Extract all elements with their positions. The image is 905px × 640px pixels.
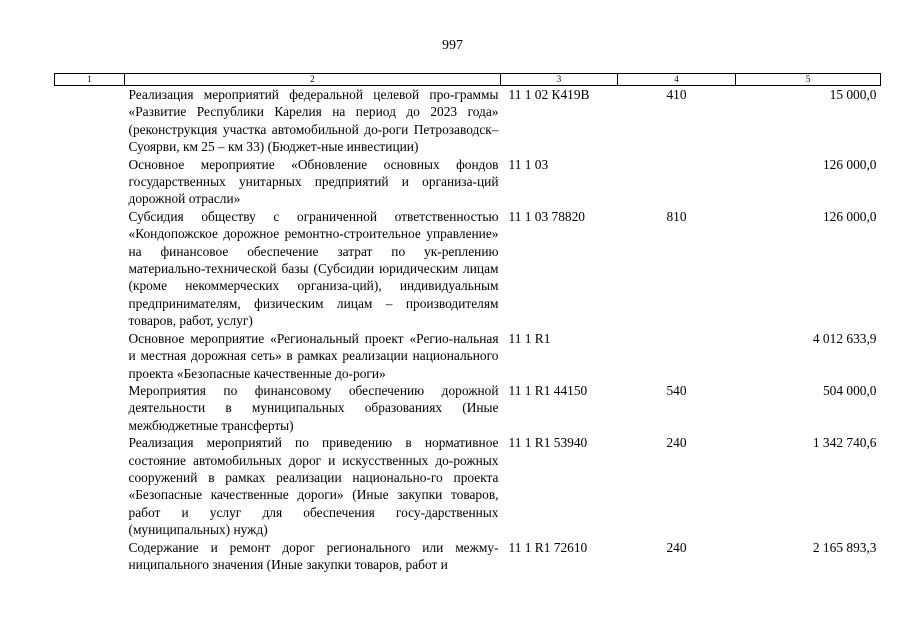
- page-number: 997: [442, 38, 463, 53]
- row-amount: 504 000,0: [822, 382, 877, 398]
- column-header-5: 5: [736, 74, 881, 86]
- row-amount: 1 342 740,6: [812, 435, 877, 451]
- row-code: 11 1 03 78820: [508, 208, 585, 224]
- empty-cell: [55, 208, 125, 330]
- row-amount: 4 012 633,9: [812, 330, 877, 346]
- header-row: [55, 74, 881, 86]
- row-expense-type: 410: [666, 87, 687, 102]
- row-expense-type: 810: [666, 208, 687, 224]
- row-code: 11 1 R1 72610: [508, 539, 588, 555]
- row-amount: 126 000,0: [822, 156, 877, 172]
- row-name: Основное мероприятие «Обновление основных фондов государственных унитарных предприятий и организа-ций дорожной отрасли»: [128, 156, 499, 207]
- row-amount: 2 165 893,3: [812, 539, 877, 555]
- empty-cell: [55, 382, 125, 434]
- empty-cell: [55, 86, 125, 156]
- table-body: [55, 86, 881, 574]
- table-row: [55, 539, 881, 574]
- row-name: Субсидия обществу с ограниченной ответственностью «Кондопожское дорожное ремонтно-строительное управление» на финансовое обеспечение затрат по ук-реплению материально-технической базы (Субсидии юридическим лицам (кроме некоммерческих организа-ций), индивидуальным предпринимателям, физическим лицам – производителям товаров, работ, услуг): [128, 208, 499, 329]
- empty-cell: [55, 539, 125, 574]
- column-header-1: 1: [55, 74, 125, 86]
- budget-table: [54, 73, 881, 573]
- row-expense-type: 240: [666, 435, 687, 451]
- table-header: [55, 74, 881, 86]
- row-code: 11 1 03: [508, 156, 549, 172]
- empty-cell: [55, 434, 125, 538]
- column-header-4: 4: [618, 74, 736, 86]
- row-code: 11 1 R1 44150: [508, 382, 588, 398]
- row-expense-type: 540: [666, 382, 687, 398]
- row-expense-type: 240: [666, 539, 687, 555]
- row-code: 11 1 R1 53940: [508, 435, 588, 451]
- table-row: [55, 86, 881, 156]
- row-code: 11 1 R1: [508, 330, 551, 346]
- row-expense-type: [618, 330, 736, 382]
- row-amount: 126 000,0: [822, 208, 877, 224]
- table-row: [55, 434, 881, 538]
- table-row: [55, 330, 881, 382]
- row-name: Мероприятия по финансовому обеспечению дорожной деятельности в муниципальных образованиях (Иные межбюджетные трансферты): [128, 382, 499, 433]
- row-amount: 15 000,0: [829, 87, 877, 102]
- table-row: [55, 208, 881, 330]
- table-row: [55, 156, 881, 208]
- empty-cell: [55, 330, 125, 382]
- row-name: Содержание и ремонт дорог регионального или межму-ниципального значения (Иные закупки товаров, работ и: [128, 539, 499, 572]
- column-header-2: 2: [125, 74, 501, 86]
- column-header-3: 3: [501, 74, 618, 86]
- table-row: [55, 382, 881, 434]
- row-name: Реализация мероприятий федеральной целевой про-граммы «Развитие Республики Карелия на период до 2023 года» (реконструкция участка автомобильной до-роги Петрозаводск–Суоярви, км 25 – км 33) (Бюджет-ные инвестиции): [128, 87, 499, 155]
- row-code: 11 1 02 К419В: [508, 87, 590, 102]
- row-name: Реализация мероприятий по приведению в нормативное состояние автомобильных дорог и искусственных до-рожных сооружений в рамках реализации национально-го проекта «Безопасные качественные дороги» (Иные закупки товаров, работ и услуг для обеспечения госу-дарственных (муниципальных) нужд): [128, 435, 499, 538]
- row-expense-type: [618, 156, 736, 208]
- row-name: Основное мероприятие «Региональный проект «Регио-нальная и местная дорожная сеть» в рамках реализации национального проекта «Безопасные качественные до-роги»: [128, 330, 499, 381]
- empty-cell: [55, 156, 125, 208]
